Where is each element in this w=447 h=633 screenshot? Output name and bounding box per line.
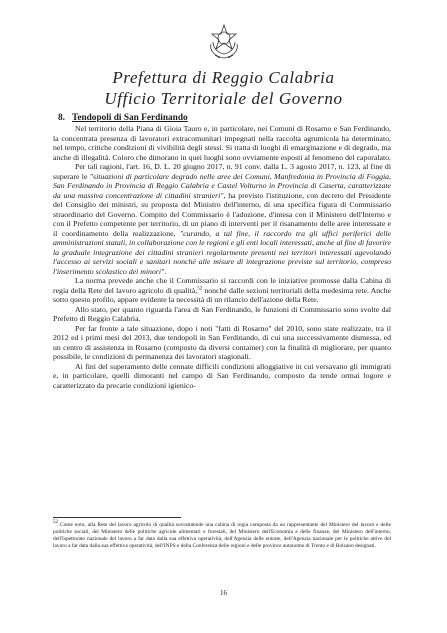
section-title: Tendopoli di San Ferdinando (71, 113, 188, 123)
paragraph: Per tali ragioni, l'art. 16, D. L. 20 giugno 2017, n. 91 conv. dalla L. 3 agosto 2017, n. 123, al fine di superare le "situazioni di particolare degrado nelle aree dei Comuni, Manfredonia in Provincia di Foggia, San Ferdinando in Provincia di Reggio Calabria e Castel Volturno in Provincia di Caserta, caratterizzate da una massiva concentrazione di cittadini stranieri", ha previsto l'istituzione, con decreto del Presidente del Consiglio dei ministri, su proposta del Ministro dell'interno, di una specifica figura di Commissario straordinario del Governo. Compito del Commissario è l'adozione, d'intesa con il Ministero dell'Interno e con il Prefetto competente per territorio, di un piano di interventi per il risanamento delle aree interessate e il coordinamento della realizzazione, "curando, a tal fine, il raccordo tra gli uffici periferici delle amministrazioni statali, in collaborazione con le regioni e gli enti locali interessati, anche al fine di favorire la graduale integrazione dei cittadini stranieri regolarmente presenti nei territori interessati agevolando l'accesso ai servizi sociali e sanitari nonché alle misure di integrazione previste sul territorio, compreso l'inserimento scolastico dei minori". (53, 162, 392, 276)
section-number: 8. (58, 113, 65, 123)
footnote-text: Come noto, alla Rete del lavoro agricolo di qualità sovraintende una cabina di regia composta da un rappresentante del Ministero del lavoro e delle politiche sociali, del Ministero delle politiche agricole alimentari e forestali, del Ministero dell'Economia e delle finanze, del Ministero dell'interno, dell'Ispettorato nazionale del lavoro a far data dalla sua effettiva operatività, dell'Agenzia delle entrate, dell'Agenzia nazionale per le politiche attive del lavoro a far data dalla sua effettiva operatività, dell'INPS e della Conferenza delle regioni e delle province autonome di Trento e di Bolzano designati. (53, 522, 391, 550)
italian-republic-emblem-icon (207, 22, 241, 60)
body-text (53, 124, 391, 390)
paragraph: Nel territorio della Piana di Gioia Tauro e, in particolare, nei Comuni di Rosarno e San Ferdinando, la concentrata presenza di lavoratori extracomunitari impegnati nella raccolta agrumicola ha determinato, nel tempo, critiche condizioni di vivibilità degli stessi. Si tratta di luoghi di emarginazione e di degrado, ma anche di illegalità. Coloro che dimorano in quei luoghi sono ovviamente esposti al fenomeno del caporalato. (53, 124, 391, 162)
paragraph: La norma prevede anche che il Commissario si raccordi con le iniziative promosse dalla Cabina di regia della Rete del lavoro agricolo di qualità,$^{52}$ nonché dalle sezioni territoriali della medesima rete. Anche sotto questo profilo, appare evidente la necessità di un rilancio dell'azione della Rete. (53, 276, 391, 305)
paragraph: Ai fini del superamento delle cennate difficili condizioni alloggiative in cui versavano gli immigrati e, in particolare, quelli dimoranti nel campo di San Ferdinando, composto da tende ormai logore e caratterizzato da precarie condizioni igienico- (53, 361, 391, 390)
office-name-line-1: Prefettura di Reggio Calabria (112, 68, 335, 87)
section-heading (58, 113, 188, 123)
law-quote: "curando, a tal fine, il raccordo tra gli uffici periferici delle amministrazioni statali, in collaborazione con le regioni e gli enti locali interessati, anche al fine di favorire la graduale integrazione dei cittadini stranieri regolarmente presenti nei territori interessati agevolando l'accesso ai servizi sociali e sanitari nonché alle misure di integrazione previste sul territorio, compreso l'inserimento scolastico dei minori" (53, 228, 391, 276)
footnote-number: 52 (53, 520, 58, 526)
office-name-line-2: Ufficio Territoriale del Governo (104, 89, 343, 108)
page-number: 16 (220, 589, 227, 597)
footnote (53, 522, 391, 551)
paragraph: Per far fronte a tale situazione, dopo i noti "fatti di Rosarno" del 2010, sono state realizzate, tra il 2012 ed i primi mesi del 2013, due tendopoli in San Ferdinando, di cui una successivamente dismessa, ed un centro di assistenza in Rosarno (composto da diversi container) con la finalità di migliorare, per quanto possibile, le condizioni di permanenza dei lavoratori stagionali. (53, 323, 391, 362)
law-quote: "situazioni di particolare degrado nelle aree dei Comuni, Manfredonia in Provincia di Foggia, San Ferdinando in Provincia di Reggio Calabria e Castel Volturno in Provincia di Caserta, caratterizzate da una massiva concentrazione di cittadini stranieri" (53, 171, 392, 200)
footnote-divider (53, 517, 181, 518)
paragraph: Allo stato, per quanto riguarda l'area di San Ferdinando, le funzioni di Commissario sono svolte dal Prefetto di Reggio Calabria. (53, 304, 391, 324)
footnote-reference: 52 (197, 286, 203, 292)
